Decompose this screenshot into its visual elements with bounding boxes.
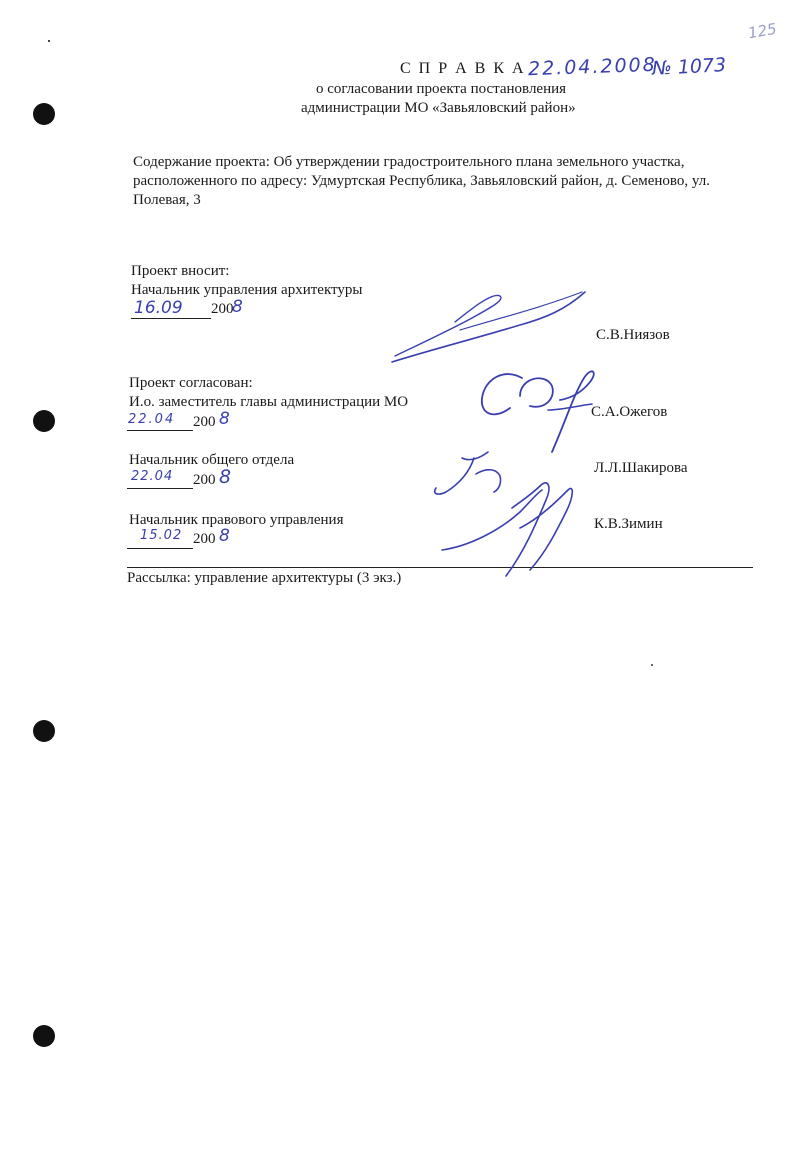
content-line-1: Содержание проекта: Об утверждении градостроительного плана земельного участка, <box>133 154 685 170</box>
year-prefix: 200 <box>193 531 216 547</box>
handwritten-date: 22.04 <box>131 469 174 484</box>
document-subtitle-line2: администрации МО «Завьяловский район» <box>301 100 576 116</box>
handwritten-year: 8 <box>219 466 232 488</box>
distribution-line: Рассылка: управление архитектуры (3 экз.) <box>127 570 402 586</box>
speck <box>651 664 653 666</box>
handwritten-year: 8 <box>219 409 230 429</box>
handwritten-year: 8 <box>219 526 230 546</box>
year-prefix: 200 <box>211 301 234 317</box>
handwritten-date: 16.09 <box>134 298 183 318</box>
speck <box>48 40 50 42</box>
handwritten-registration-date: 22.04.2008 <box>527 53 658 81</box>
approver-name: С.А.Ожегов <box>591 404 668 420</box>
approver-position: И.о. заместитель главы администрации МО <box>129 394 409 410</box>
handwritten-registration-number: № 1073 <box>651 54 727 80</box>
submitter-heading: Проект вносит: <box>131 263 230 279</box>
handwritten-date: 22.04 <box>128 412 176 427</box>
approvals-heading: Проект согласован: <box>129 375 253 391</box>
year-prefix: 200 <box>193 472 216 488</box>
approver-position: Начальник правового управления <box>129 512 344 528</box>
submitter-position: Начальник управления архитектуры <box>131 282 363 298</box>
handwritten-year: 8 <box>232 297 243 317</box>
corner-mark: 125 <box>746 19 778 43</box>
document-subtitle-line1: о согласовании проекта постановления <box>316 81 567 97</box>
content-line-3: Полевая, 3 <box>133 192 201 208</box>
year-prefix: 200 <box>193 414 216 430</box>
content-line-2: расположенного по адресу: Удмуртская Республика, Завьяловский район, д. Семеново, ул. <box>133 173 710 189</box>
approver-name: К.В.Зимин <box>594 516 663 532</box>
submitter-name: С.В.Ниязов <box>596 327 670 343</box>
handwritten-date: 15.02 <box>140 528 183 543</box>
approver-name: Л.Л.Шакирова <box>594 460 688 476</box>
document-title: С П Р А В К А <box>400 60 526 77</box>
approver-position: Начальник общего отдела <box>129 452 295 468</box>
